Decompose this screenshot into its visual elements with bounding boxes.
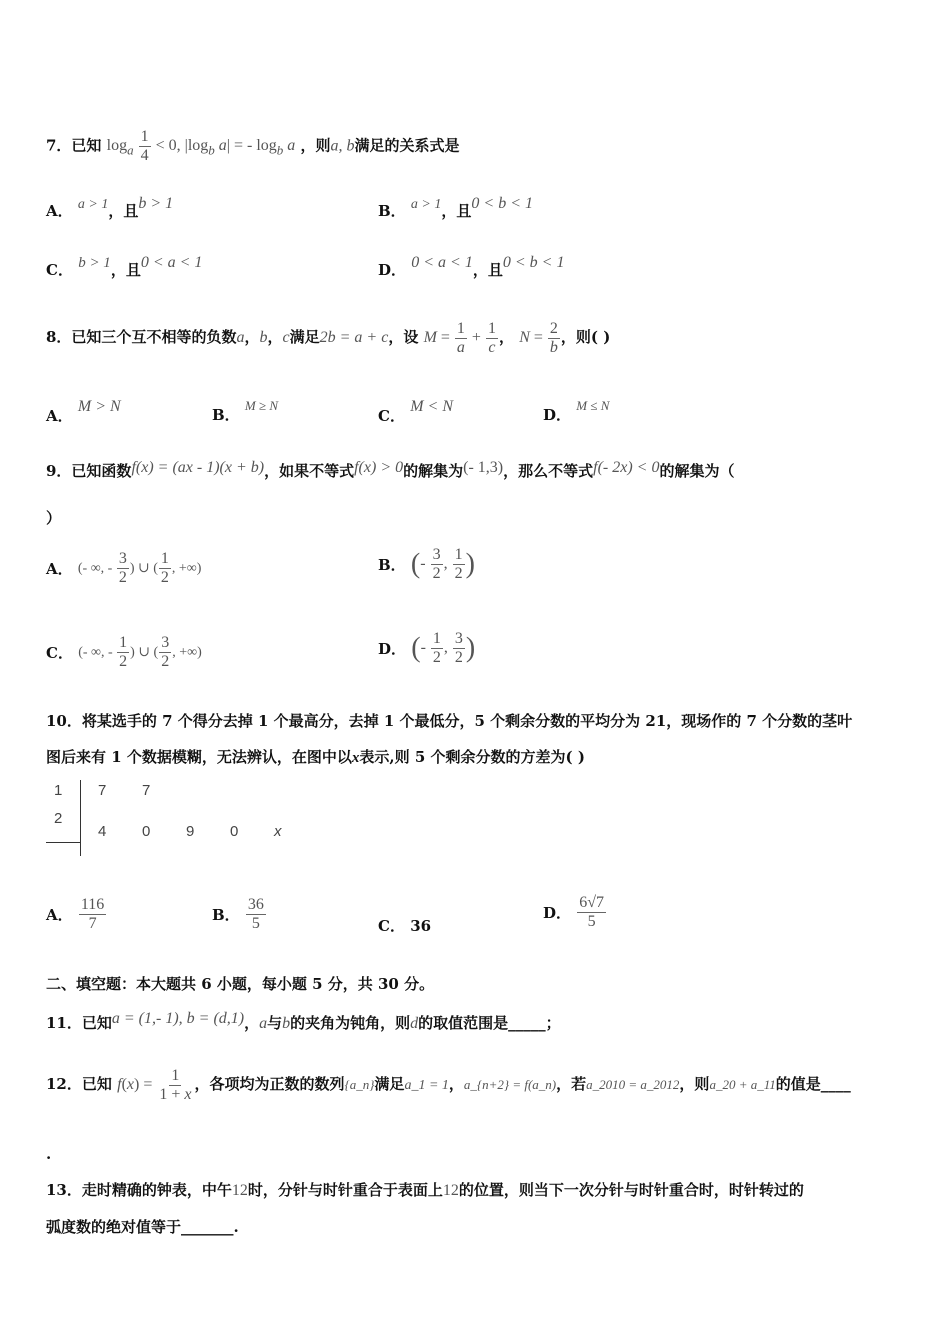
stem-2: 2 xyxy=(54,810,63,827)
leaf-1-1: 7 xyxy=(98,782,107,799)
q7-option-c[interactable]: C． b > 1，且0 < a < 1 xyxy=(46,254,203,279)
q9-option-c-value: (- ∞, - $\frac{1}{2}$ ) ∪ ( $\frac{3}{2}$ , +∞) xyxy=(78,634,202,670)
q9-stem-close: ） xyxy=(46,509,62,527)
q13-line2: 弧度数的绝对值等于_______. xyxy=(46,1218,239,1236)
q13-line1: 13．走时精确的钟表，中午12时，分针与时针重合于表面上12的位置，则当下一次分针与时针重合时，时针转过的 xyxy=(46,1181,804,1199)
q8-stem: 8．已知三个互不相等的负数a，b，c满足2b = a + c，设 M = $\frac{1}{a}$ + $\frac{1}{c}$ ， N = $\frac{2}{b}$ ，则( ) xyxy=(46,319,611,356)
q8-option-b[interactable]: B． M ≥ N xyxy=(212,398,279,424)
q7-condition: $\log_a$ $\frac{1}{4}$ < 0, $|\log_b$ a| = - $\log_b a$ xyxy=(106,128,296,164)
plot-divider xyxy=(80,780,81,856)
leaf-2-4: 0 xyxy=(230,823,239,840)
q7-option-d[interactable]: D． 0 < a < 1，且0 < b < 1 xyxy=(378,254,565,279)
q7-option-a[interactable]: A． a > 1，且b > 1 xyxy=(46,195,174,220)
q8-option-d[interactable]: D． M ≤ N xyxy=(543,398,610,424)
q12-dot: . xyxy=(46,1145,52,1163)
q10-option-c[interactable]: C． 36 xyxy=(378,917,432,935)
section-2-heading: 二、填空题：本大题共 6 小题，每小题 5 分，共 30 分。 xyxy=(46,975,435,993)
q11-stem: 11．已知a = (1,- 1), b = (d,1)，a与b的夹角为钝角，则d的取值范围是_____； xyxy=(46,1010,561,1032)
q8-option-a[interactable]: A． M > N xyxy=(46,398,121,425)
q10-option-d[interactable]: D． $\frac{6√7}{5}$ xyxy=(543,894,605,930)
q7-stem: 7．已知 $\log_a$ $\frac{1}{4}$ < 0, $|\log_b$ a| = - $\log_b a$ ，则a, b满足的关系式是 xyxy=(46,128,460,164)
leaf-2-3: 9 xyxy=(186,823,195,840)
q12-stem: 12．已知 f(x) = $\frac{1}{1 + x}$ ，各项均为正数的数列{a_n}满足a_1 = 1，a_{n+2} = f(a_n)，若a_2010 = a_2012，则a_20 + a_11的值是____ xyxy=(46,1066,851,1103)
q9-option-c[interactable]: C． (- ∞, - $\frac{1}{2}$ ) ∪ ( $\frac{3}{2}$ , +∞) xyxy=(46,634,202,670)
leaf-2-5: x xyxy=(274,823,282,840)
leaf-2-2: 0 xyxy=(142,823,151,840)
q9-stem: 9．已知函数f(x) = (ax - 1)(x + b)，如果不等式f(x) > 0的解集为(- 1,3)，那么不等式f(- 2x) < 0的解集为（ xyxy=(46,459,735,480)
q10-line1: 10．将某选手的 7 个得分去掉 1 个最高分，去掉 1 个最低分，5 个剩余分数的平均分为 21，现场作的 7 个分数的茎叶 xyxy=(46,712,853,730)
q9-option-a[interactable]: A． (- ∞, - $\frac{3}{2}$ ) ∪ ( $\frac{1}{2}$ , +∞) xyxy=(46,550,202,586)
leaf-1-2: 7 xyxy=(142,782,151,799)
q8-N-def: N = $\frac{2}{b}$ xyxy=(519,319,558,356)
leaf-2-1: 4 xyxy=(98,823,107,840)
plot-underline xyxy=(46,842,80,843)
q10-option-b[interactable]: B． $\frac{36}{5}$ xyxy=(212,896,264,932)
q9-option-d-value: - $\frac{1}{2}$ , $\frac{3}{2}$ xyxy=(420,630,463,666)
q9-option-b-value: - $\frac{3}{2}$ , $\frac{1}{2}$ xyxy=(420,546,463,582)
q10-line2: 图后来有 1 个数据模糊，无法辨认，在图中以x表示,则 5 个剩余分数的方差为( ) xyxy=(46,748,585,766)
q9-option-b[interactable]: B． (- $\frac{3}{2}$ , $\frac{1}{2}$ ) xyxy=(378,546,475,582)
stem-1: 1 xyxy=(54,782,63,799)
q9-option-d[interactable]: D． (- $\frac{1}{2}$ , $\frac{3}{2}$ ) xyxy=(378,630,476,666)
q7-option-b[interactable]: B． a > 1，且0 < b < 1 xyxy=(378,195,533,220)
q12-function: f(x) = $\frac{1}{1 + x}$ xyxy=(117,1066,192,1103)
q9-option-a-value: (- ∞, - $\frac{3}{2}$ ) ∪ ( $\frac{1}{2}$ , +∞) xyxy=(77,550,202,586)
q10-option-a[interactable]: A． $\frac{116}{7}$ xyxy=(46,896,105,932)
q8-option-c[interactable]: C． M < N xyxy=(378,398,453,425)
q8-M-def: M = $\frac{1}{a}$ + $\frac{1}{c}$ xyxy=(423,319,496,356)
stem-leaf-plot xyxy=(46,780,306,860)
